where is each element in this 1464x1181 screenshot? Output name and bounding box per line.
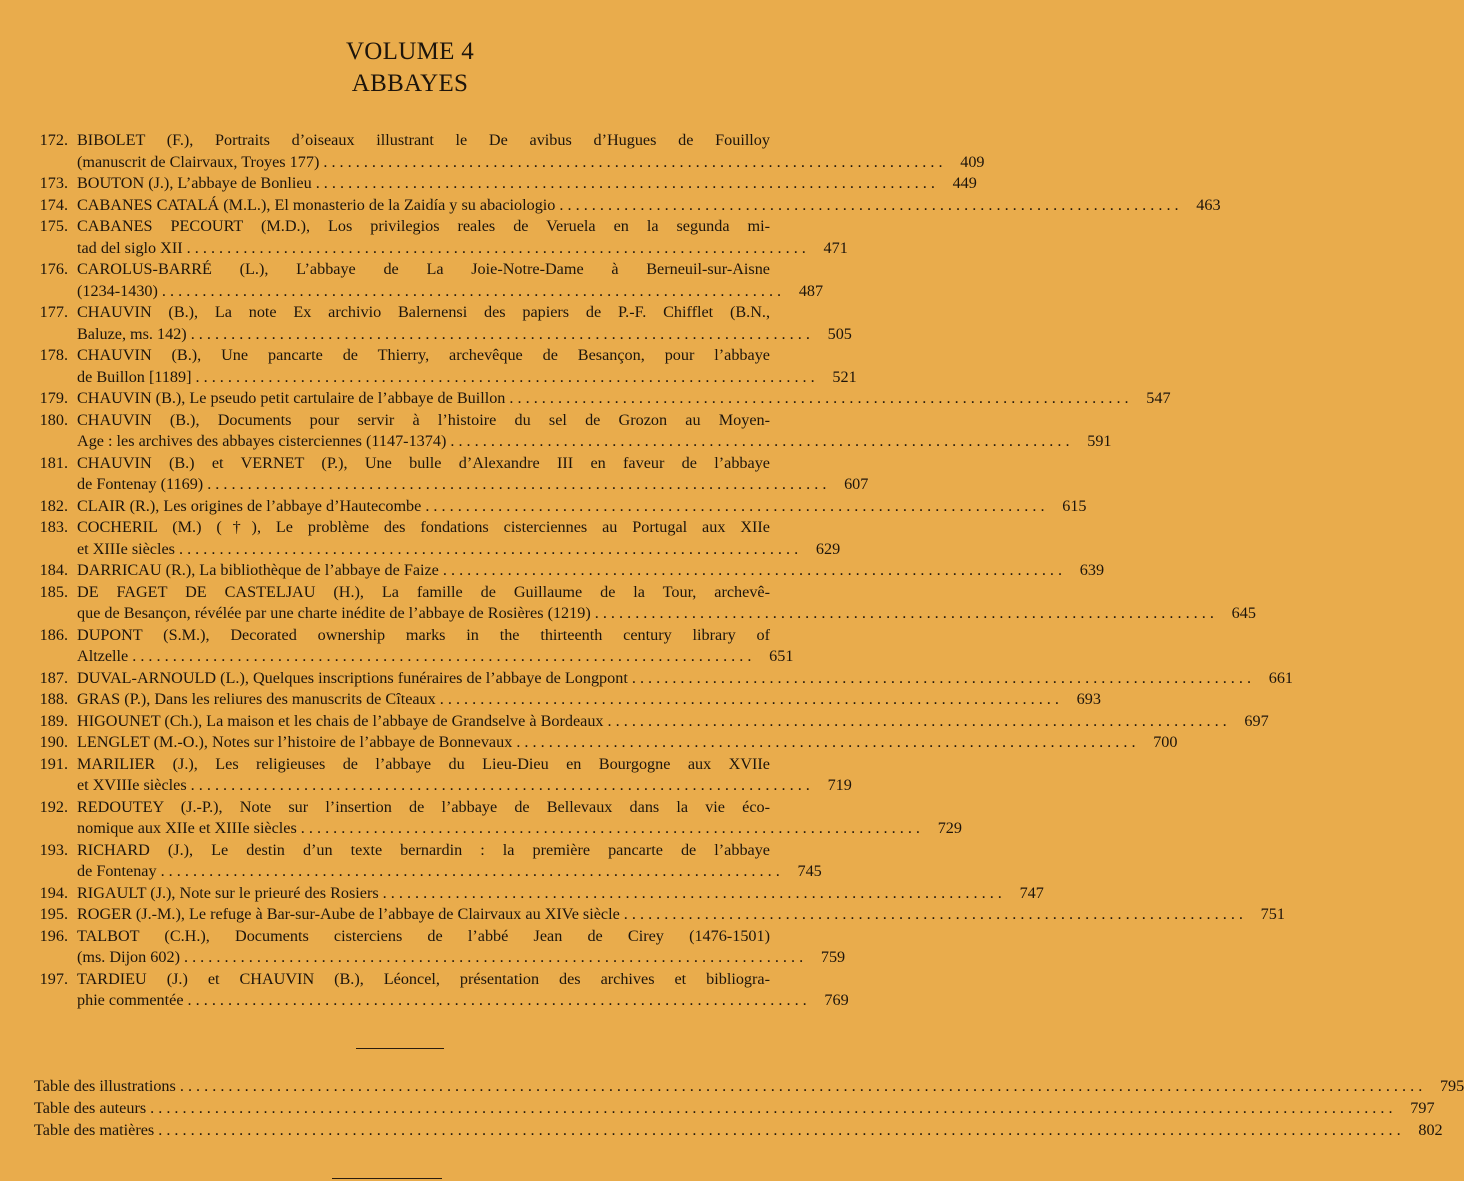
- entry-text: REDOUTEY (J.-P.), Note sur l’insertion de l’abbaye de Bellevaux dans la vie éco-: [77, 797, 770, 816]
- entry-page-number: 745: [797, 862, 822, 880]
- entry-text: CHAUVIN (B.), La note Ex archivio Balernensi des papiers de P.-F. Chifflet (B.N.,: [77, 303, 770, 321]
- leader-dots: . . . . . . . . . . . . . . . . . . . . . . . . . . . . . . . . . . . . . . . . . . . . . . . . . . . . . . . . . . . . . . . . . . . . . . . . . . . . . . . . . . . . . . . . . . . . . . . . . . . . . . . . . . . . . . . . . . . . . . . . . . . . . . . . . . . . . . . . . . . . . . . . . . . . . . . . . .: [150, 1099, 1393, 1117]
- toc-entry: [30, 668, 1294, 690]
- entry-text-line: [77, 281, 824, 303]
- leader-dots: . . . . . . . . . . . . . . . . . . . . . . . . . . . . . . . . . . . . . . . . . . . . . . . . . . . . . . . . . . . . . . . . . . . . . . . . . . . . .: [607, 711, 1227, 730]
- entry-text-line: [77, 883, 1044, 905]
- entry-number: 184.: [39, 561, 68, 579]
- entry-number: 193.: [39, 840, 68, 859]
- entry-number: 195.: [39, 905, 68, 923]
- entry-number: 183.: [39, 518, 68, 536]
- entry-text-line: [77, 732, 1178, 754]
- index-table-list: [34, 1075, 1464, 1141]
- entry-text-line: [77, 410, 770, 432]
- leader-dots: . . . . . . . . . . . . . . . . . . . . . . . . . . . . . . . . . . . . . . . . . . . . . . . . . . . . . . . . . . . . . . . . . . . . . . . . . . . . .: [516, 733, 1136, 751]
- entry-page-number: 645: [1231, 604, 1256, 622]
- toc-entry: [30, 496, 1087, 518]
- toc-entry: [30, 130, 985, 173]
- entry-number: 189.: [39, 711, 68, 730]
- entry-number: 173.: [39, 174, 68, 192]
- entry-page-number: 661: [1268, 668, 1294, 687]
- entry-text: CLAIR (R.), Les origines de l’abbaye d’Hautecombe: [77, 496, 422, 515]
- entry-text-line: [77, 345, 770, 367]
- entry-text-line: [77, 861, 822, 883]
- entry-text: RICHARD (J.), Le destin d’un texte bernardin : la première pancarte de l’abbaye: [77, 840, 770, 859]
- entry-page-number: 747: [1019, 883, 1044, 902]
- entry-text: (manuscrit de Clairvaux, Troyes 177): [77, 152, 320, 171]
- volume-subtitle: ABBAYES: [351, 70, 469, 97]
- entry-page-number: 693: [1076, 690, 1101, 708]
- entry-text-line: [77, 173, 977, 195]
- entry-page-number: 759: [820, 948, 846, 966]
- entry-text-line: [77, 539, 841, 561]
- index-table-page-number: 795: [1439, 1077, 1464, 1095]
- leader-dots: . . . . . . . . . . . . . . . . . . . . . . . . . . . . . . . . . . . . . . . . . . . . . . . . . . . . . . . . . . . . . . . . . . . . . . . . . . . . .: [442, 561, 1063, 579]
- toc-entry: [30, 173, 977, 195]
- entry-page-number: 591: [1087, 432, 1112, 450]
- entry-text-line: [77, 560, 1105, 582]
- entry-text: (1234-1430): [77, 281, 158, 300]
- entry-text: TARDIEU (J.) et CHAUVIN (B.), Léoncel, présentation des archives et bibliogra-: [77, 969, 770, 988]
- entry-text-line: [77, 990, 849, 1012]
- entry-text-line: [77, 926, 770, 948]
- entry-page-number: 700: [1153, 733, 1178, 751]
- entry-text-line: [77, 238, 848, 260]
- toc-entry: [30, 388, 1171, 410]
- toc-entry: [30, 797, 962, 840]
- entry-text: de Buillon [1189]: [77, 367, 192, 386]
- toc-entry: [30, 302, 852, 345]
- leader-dots: . . . . . . . . . . . . . . . . . . . . . . . . . . . . . . . . . . . . . . . . . . . . . . . . . . . . . . . . . . . . . . . . . . . . . . . . . . . . .: [425, 496, 1045, 515]
- entry-text-line: [77, 517, 770, 539]
- entry-text-line: [77, 474, 869, 496]
- toc-entry: [30, 195, 1221, 217]
- entry-text: CHAUVIN (B.), Documents pour servir à l’histoire du sel de Grozon au Moyen-: [77, 410, 770, 429]
- toc-entry: [30, 840, 822, 883]
- entry-text-line: [77, 302, 770, 324]
- entry-number: 185.: [39, 582, 68, 601]
- index-table-entry: [34, 1097, 1435, 1119]
- entry-number: 192.: [39, 797, 68, 816]
- toc-entry: [30, 625, 794, 668]
- leader-dots: . . . . . . . . . . . . . . . . . . . . . . . . . . . . . . . . . . . . . . . . . . . . . . . . . . . . . . . . . . . . . . . . . . . . . . . . . . . . .: [190, 324, 810, 343]
- entry-text: phie commentée: [77, 991, 184, 1009]
- entry-text-line: [77, 668, 1294, 690]
- index-table-label: Table des matières: [34, 1121, 155, 1139]
- entry-number: 174.: [39, 195, 68, 214]
- volume-title: VOLUME 4: [345, 38, 475, 65]
- entry-text: CAROLUS-BARRÉ (L.), L’abbaye de La Joie-Notre-Dame à Berneuil-sur-Aisne: [77, 260, 770, 278]
- entry-text-line: [77, 797, 770, 819]
- entry-number: 175.: [39, 217, 68, 235]
- entry-text-line: [77, 195, 1221, 217]
- leader-dots: . . . . . . . . . . . . . . . . . . . . . . . . . . . . . . . . . . . . . . . . . . . . . . . . . . . . . . . . . . . . . . . . . . . . . . . . . . . . .: [300, 819, 920, 837]
- leader-dots: . . . . . . . . . . . . . . . . . . . . . . . . . . . . . . . . . . . . . . . . . . . . . . . . . . . . . . . . . . . . . . . . . . . . . . . . . . . . .: [559, 195, 1179, 214]
- entry-text-line: [77, 646, 794, 668]
- entry-number: 191.: [39, 754, 68, 773]
- entry-number: 186.: [39, 625, 68, 644]
- entry-text: GRAS (P.), Dans les reliures des manuscrits de Cîteaux: [77, 690, 436, 708]
- leader-dots: . . . . . . . . . . . . . . . . . . . . . . . . . . . . . . . . . . . . . . . . . . . . . . . . . . . . . . . . . . . . . . . . . . . . . . . . . . . . .: [190, 776, 810, 794]
- entry-text-line: [77, 711, 1269, 733]
- entry-text-line: [77, 754, 770, 776]
- entry-number: 181.: [39, 453, 68, 472]
- toc-entry: [30, 582, 1256, 625]
- entry-page-number: 487: [798, 281, 824, 300]
- entry-text-line: [77, 969, 770, 991]
- toc-entry: [30, 560, 1105, 582]
- entry-text: Age : les archives des abbayes cisterciennes (1147-1374): [77, 432, 447, 450]
- entry-page-number: 409: [960, 152, 985, 171]
- page-heading: [0, 36, 820, 100]
- entry-text: HIGOUNET (Ch.), La maison et les chais de l’abbaye de Grandselve à Bordeaux: [77, 711, 604, 730]
- entry-number: 197.: [39, 969, 68, 988]
- entry-text: MARILIER (J.), Les religieuses de l’abbaye du Lieu-Dieu en Bourgogne aux XVIIe: [77, 754, 770, 773]
- entry-text: et XIIIe siècles: [77, 539, 175, 558]
- leader-dots: . . . . . . . . . . . . . . . . . . . . . . . . . . . . . . . . . . . . . . . . . . . . . . . . . . . . . . . . . . . . . . . . . . . . . . . . . . . . .: [178, 539, 799, 558]
- entry-number: 180.: [39, 410, 68, 429]
- leader-dots: . . . . . . . . . . . . . . . . . . . . . . . . . . . . . . . . . . . . . . . . . . . . . . . . . . . . . . . . . . . . . . . . . . . . . . . . . . . . . . . . . . . . . . . . . . . . . . . . . . . . . . . . . . . . . . . . . . . . . . . . . . . . . . . . . . . . . . . . . . . . . . . . . . . . . . . . . .: [179, 1077, 1423, 1095]
- toc-entry: [30, 345, 857, 388]
- entry-text: ROGER (J.-M.), Le refuge à Bar-sur-Aube de l’abbaye de Clairvaux au XIVe siècle: [77, 905, 620, 923]
- entry-text: BIBOLET (F.), Portraits d’oiseaux illustrant le De avibus d’Hugues de Fouilloy: [77, 131, 770, 149]
- entry-page-number: 521: [832, 367, 857, 386]
- entry-page-number: 651: [769, 647, 794, 665]
- entry-text: DUPONT (S.M.), Decorated ownership marks in the thirteenth century library of: [77, 625, 770, 644]
- entry-page-number: 629: [815, 539, 841, 558]
- entry-number: 190.: [39, 733, 68, 751]
- entry-text: Altzelle: [77, 647, 129, 665]
- entry-text: (ms. Dijon 602): [77, 948, 180, 966]
- entry-text-line: [77, 152, 985, 174]
- entry-page-number: 615: [1062, 496, 1087, 515]
- index-table-entry: [34, 1119, 1443, 1141]
- leader-dots: . . . . . . . . . . . . . . . . . . . . . . . . . . . . . . . . . . . . . . . . . . . . . . . . . . . . . . . . . . . . . . . . . . . . . . . . . . . . .: [450, 432, 1070, 450]
- toc-entry: [30, 926, 846, 969]
- entry-text: LENGLET (M.-O.), Notes sur l’histoire de l’abbaye de Bonnevaux: [77, 733, 513, 751]
- toc-entry: [30, 754, 852, 797]
- entry-text-line: [77, 904, 1285, 926]
- entry-text: et XVIIIe siècles: [77, 776, 187, 794]
- entry-text: de Fontenay (1169): [77, 475, 204, 493]
- entry-page-number: 547: [1146, 389, 1171, 407]
- entry-page-number: 607: [844, 475, 869, 493]
- entry-page-number: 719: [827, 776, 852, 794]
- entry-text: TALBOT (C.H.), Documents cisterciens de l’abbé Jean de Cirey (1476-1501): [77, 926, 770, 945]
- toc-entry: [30, 517, 841, 560]
- entry-text-line: [77, 582, 770, 604]
- leader-dots: . . . . . . . . . . . . . . . . . . . . . . . . . . . . . . . . . . . . . . . . . . . . . . . . . . . . . . . . . . . . . . . . . . . . . . . . . . . . .: [382, 883, 1002, 902]
- entry-text-line: [77, 840, 770, 862]
- entry-text: Baluze, ms. 142): [77, 324, 187, 343]
- entry-number: 188.: [39, 690, 68, 708]
- entry-text: CHAUVIN (B.), Une pancarte de Thierry, archevêque de Besançon, pour l’abbaye: [77, 346, 770, 364]
- entry-page-number: 449: [952, 174, 977, 192]
- entry-text-line: [77, 775, 852, 797]
- entry-page-number: 751: [1260, 905, 1285, 923]
- index-table-page-number: 802: [1418, 1121, 1443, 1139]
- entry-page-number: 471: [823, 238, 848, 257]
- entry-text-line: [77, 603, 1256, 625]
- entry-text: de Fontenay: [77, 862, 157, 880]
- entry-text: DE FAGET DE CASTELJAU (H.), La famille de Guillaume de la Tour, archevê-: [77, 582, 770, 601]
- toc-entry: [30, 969, 849, 1012]
- leader-dots: . . . . . . . . . . . . . . . . . . . . . . . . . . . . . . . . . . . . . . . . . . . . . . . . . . . . . . . . . . . . . . . . . . . . . . . . . . . . .: [195, 367, 815, 386]
- entry-text: CHAUVIN (B.) et VERNET (P.), Une bulle d’Alexandre III en faveur de l’abbaye: [77, 453, 770, 472]
- leader-dots: . . . . . . . . . . . . . . . . . . . . . . . . . . . . . . . . . . . . . . . . . . . . . . . . . . . . . . . . . . . . . . . . . . . . . . . . . . . . .: [315, 174, 935, 192]
- entry-text: BOUTON (J.), L’abbaye de Bonlieu: [77, 174, 312, 192]
- entry-text-line: [77, 947, 846, 969]
- entry-page-number: 639: [1079, 561, 1105, 579]
- index-table-label: Table des illustrations: [34, 1077, 176, 1095]
- entry-number: 178.: [39, 346, 68, 364]
- entry-page-number: 463: [1196, 195, 1221, 214]
- leader-dots: . . . . . . . . . . . . . . . . . . . . . . . . . . . . . . . . . . . . . . . . . . . . . . . . . . . . . . . . . . . . . . . . . . . . . . . . . . . . .: [183, 948, 804, 966]
- entry-text-line: [77, 625, 770, 647]
- toc-entry: [30, 883, 1044, 905]
- toc-entry: [30, 711, 1269, 733]
- index-table-label: Table des auteurs: [34, 1099, 147, 1117]
- entry-text: COCHERIL (M.) (†), Le problème des fondations cisterciennes au Portugal aux XIIe: [77, 518, 770, 536]
- toc-entry-list: [30, 130, 1294, 1012]
- entry-text-line: [77, 259, 770, 281]
- entry-text-line: [77, 130, 770, 152]
- toc-entry: [30, 732, 1178, 754]
- entry-text: tad del siglo XII: [77, 238, 183, 257]
- entry-text: CABANES CATALÁ (M.L.), El monasterio de la Zaidía y su abaciologio: [77, 195, 556, 214]
- toc-entry: [30, 259, 824, 302]
- entry-text-line: [77, 324, 852, 346]
- index-table-entry: [34, 1075, 1464, 1097]
- leader-dots: . . . . . . . . . . . . . . . . . . . . . . . . . . . . . . . . . . . . . . . . . . . . . . . . . . . . . . . . . . . . . . . . . . . . . . . . . . . . .: [623, 905, 1243, 923]
- entry-number: 177.: [39, 303, 68, 321]
- entry-number: 176.: [39, 260, 68, 278]
- entry-number: 172.: [39, 131, 68, 149]
- leader-dots: . . . . . . . . . . . . . . . . . . . . . . . . . . . . . . . . . . . . . . . . . . . . . . . . . . . . . . . . . . . . . . . . . . . . . . . . . . . . .: [594, 604, 1214, 622]
- leader-dots: . . . . . . . . . . . . . . . . . . . . . . . . . . . . . . . . . . . . . . . . . . . . . . . . . . . . . . . . . . . . . . . . . . . . . . . . . . . . .: [160, 862, 780, 880]
- entry-text: DUVAL-ARNOULD (L.), Quelques inscriptions funéraires de l’abbaye de Longpont: [77, 668, 628, 687]
- leader-dots: . . . . . . . . . . . . . . . . . . . . . . . . . . . . . . . . . . . . . . . . . . . . . . . . . . . . . . . . . . . . . . . . . . . . . . . . . . . . .: [439, 690, 1059, 708]
- leader-dots: . . . . . . . . . . . . . . . . . . . . . . . . . . . . . . . . . . . . . . . . . . . . . . . . . . . . . . . . . . . . . . . . . . . . . . . . . . . . .: [186, 238, 806, 257]
- entry-number: 196.: [39, 926, 68, 945]
- toc-entry: [30, 904, 1285, 926]
- toc-entry: [30, 410, 1112, 453]
- entry-text-line: [77, 216, 770, 238]
- section-divider: [356, 1048, 444, 1049]
- entry-text-line: [77, 453, 770, 475]
- entry-page-number: 769: [824, 991, 849, 1009]
- entry-text-line: [77, 818, 962, 840]
- entry-text-line: [77, 431, 1112, 453]
- entry-text: nomique aux XIIe et XIIIe siècles: [77, 819, 297, 837]
- entry-number: 179.: [39, 389, 68, 407]
- toc-entry: [30, 453, 869, 496]
- entry-number: 194.: [39, 883, 68, 902]
- entry-text-line: [77, 496, 1087, 518]
- toc-entry: [30, 689, 1101, 711]
- leader-dots: . . . . . . . . . . . . . . . . . . . . . . . . . . . . . . . . . . . . . . . . . . . . . . . . . . . . . . . . . . . . . . . . . . . . . . . . . . . . . . . . . . . . . . . . . . . . . . . . . . . . . . . . . . . . . . . . . . . . . . . . . . . . . . . . . . . . . . . . . . . . . . . . . . . . . . . . . .: [158, 1121, 1401, 1139]
- entry-page-number: 697: [1244, 711, 1269, 730]
- entry-number: 182.: [39, 496, 68, 515]
- entry-text: que de Besançon, révélée par une charte inédite de l’abbaye de Rosières (1219): [77, 604, 591, 622]
- leader-dots: . . . . . . . . . . . . . . . . . . . . . . . . . . . . . . . . . . . . . . . . . . . . . . . . . . . . . . . . . . . . . . . . . . . . . . . . . . . . .: [207, 475, 827, 493]
- leader-dots: . . . . . . . . . . . . . . . . . . . . . . . . . . . . . . . . . . . . . . . . . . . . . . . . . . . . . . . . . . . . . . . . . . . . . . . . . . . . .: [323, 152, 943, 171]
- entry-page-number: 729: [937, 819, 962, 837]
- entry-text: RIGAULT (J.), Note sur le prieuré des Rosiers: [77, 883, 379, 902]
- leader-dots: . . . . . . . . . . . . . . . . . . . . . . . . . . . . . . . . . . . . . . . . . . . . . . . . . . . . . . . . . . . . . . . . . . . . . . . . . . . . .: [509, 389, 1129, 407]
- entry-number: 187.: [39, 668, 68, 687]
- entry-text: CHAUVIN (B.), Le pseudo petit cartulaire de l’abbaye de Buillon: [77, 389, 506, 407]
- leader-dots: . . . . . . . . . . . . . . . . . . . . . . . . . . . . . . . . . . . . . . . . . . . . . . . . . . . . . . . . . . . . . . . . . . . . . . . . . . . . .: [187, 991, 807, 1009]
- leader-dots: . . . . . . . . . . . . . . . . . . . . . . . . . . . . . . . . . . . . . . . . . . . . . . . . . . . . . . . . . . . . . . . . . . . . . . . . . . . . .: [631, 668, 1252, 687]
- entry-text-line: [77, 367, 857, 389]
- bottom-divider: [332, 1178, 442, 1179]
- toc-entry: [30, 216, 848, 259]
- leader-dots: . . . . . . . . . . . . . . . . . . . . . . . . . . . . . . . . . . . . . . . . . . . . . . . . . . . . . . . . . . . . . . . . . . . . . . . . . . . . .: [132, 647, 752, 665]
- entry-page-number: 505: [827, 324, 852, 343]
- entry-text: DARRICAU (R.), La bibliothèque de l’abbaye de Faize: [77, 561, 439, 579]
- entry-text-line: [77, 689, 1101, 711]
- leader-dots: . . . . . . . . . . . . . . . . . . . . . . . . . . . . . . . . . . . . . . . . . . . . . . . . . . . . . . . . . . . . . . . . . . . . . . . . . . . . .: [161, 281, 782, 300]
- entry-text-line: [77, 388, 1171, 410]
- entry-text: CABANES PECOURT (M.D.), Los privilegios reales de Veruela en la segunda mi-: [77, 217, 770, 235]
- index-table-page-number: 797: [1410, 1099, 1435, 1117]
